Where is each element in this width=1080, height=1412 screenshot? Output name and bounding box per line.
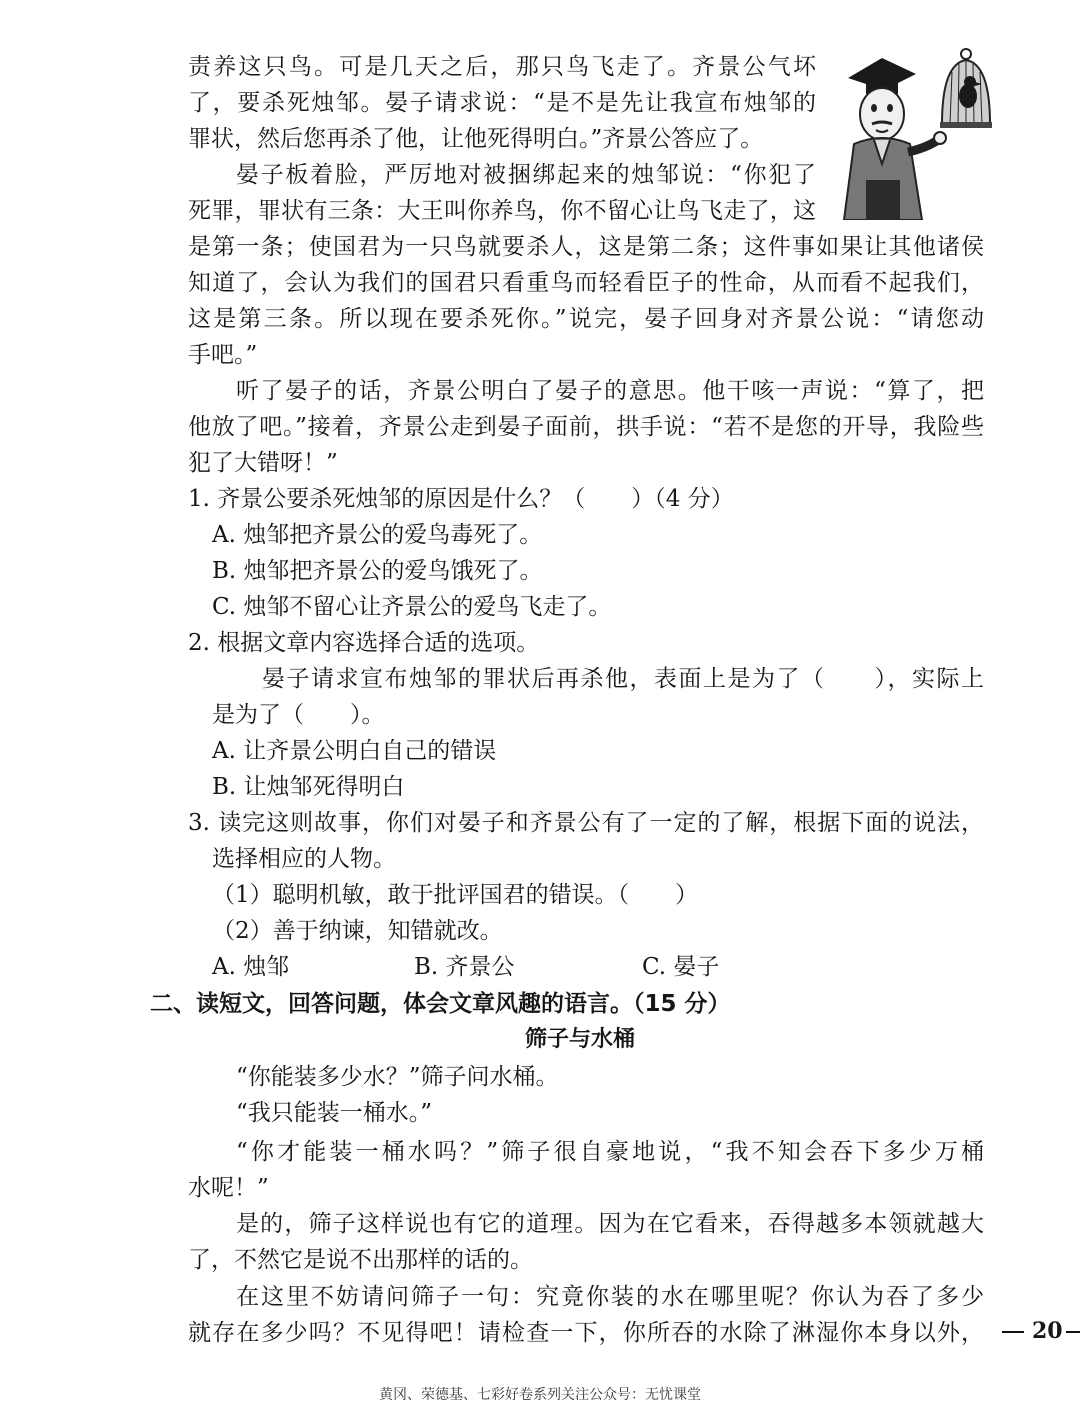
question-body-line: 晏子请求宣布烛邹的罪状后再杀他，表面上是为了（ ），实际上: [262, 666, 984, 692]
passage-line: 死罪，罪状有三条：大王叫你养鸟，你不留心让鸟飞走了，这: [188, 198, 816, 224]
passage-line: 这是第三条。所以现在要杀死你。”说完，晏子回身对齐景公说：“请您动: [188, 306, 984, 332]
passage-line: 手吧。”: [188, 342, 258, 368]
passage-line: 听了晏子的话，齐景公明白了晏子的意思。他干咳一声说：“算了，把: [236, 378, 984, 404]
question-stem: 选择相应的人物。: [212, 846, 396, 872]
passage-line: “你能装多少水？”筛子问水桶。: [236, 1064, 559, 1090]
question-stem: 2. 根据文章内容选择合适的选项。: [188, 630, 540, 656]
passage-line: 了，不然它是说不出那样的话的。: [188, 1247, 533, 1273]
option-a: A. 烛邹把齐景公的爱鸟毒死了。: [212, 522, 543, 548]
page-number: [1000, 1314, 1080, 1348]
question-body-line: 是为了（ ）。: [212, 702, 385, 728]
passage-line: 就存在多少吗？不见得吧！请检查一下，你所吞的水除了淋湿你本身以外，: [188, 1320, 984, 1346]
passage-line: 晏子板着脸，严厉地对被捆绑起来的烛邹说：“你犯了: [236, 162, 816, 188]
option-b: B. 烛邹把齐景公的爱鸟饿死了。: [212, 558, 543, 584]
question-stem: 1. 齐景公要杀死烛邹的原因是什么？（ ）（4 分）: [188, 486, 734, 512]
option-b: B. 让烛邹死得明白: [212, 774, 405, 800]
passage-line: “我只能装一桶水。”: [236, 1100, 433, 1126]
passage-line: 水呢！”: [188, 1175, 269, 1201]
scholar-with-birdcage-illustration: [830, 44, 1010, 220]
passage-line: 是的，筛子这样说也有它的道理。因为在它看来，吞得越多本领就越大: [236, 1211, 984, 1237]
passage-line: 责养这只鸟。可是几天之后，那只鸟飞走了。齐景公气坏: [188, 54, 816, 80]
option-c: C. 烛邹不留心让齐景公的爱鸟飞走了。: [212, 594, 612, 620]
page-number-text: 20: [1032, 1318, 1063, 1344]
passage-line: 是第一条；使国君为一只鸟就要杀人，这是第二条；这件事如果让其他诸侯: [188, 234, 984, 260]
passage-line: 他放了吧。”接着，齐景公走到晏子面前，拱手说：“若不是您的开导，我险些: [188, 414, 984, 440]
passage-line: 知道了，会认为我们的国君只看重鸟而轻看臣子的性命，从而看不起我们，: [188, 270, 984, 296]
footer-note: 黄冈、荣德基、七彩好卷系列关注公众号：无忧课堂: [379, 1387, 701, 1403]
sub-question-1: （1）聪明机敏，敢于批评国君的错误。（ ）: [212, 882, 699, 908]
sub-question-2: （2）善于纳谏，知错就改。: [212, 918, 503, 944]
question-stem: 3. 读完这则故事，你们对晏子和齐景公有了一定的了解，根据下面的说法，: [188, 810, 984, 836]
option-a: A. 让齐景公明白自己的错误: [212, 738, 497, 764]
passage-line: 犯了大错呀！”: [188, 450, 338, 476]
option-c: C. 晏子: [642, 954, 720, 980]
passage-line: 罪状，然后您再杀了他，让他死得明白。”齐景公答应了。: [188, 126, 764, 152]
passage-line: 在这里不妨请问筛子一句：究竟你装的水在哪里呢？你认为吞了多少: [236, 1284, 984, 1310]
passage-line: “你才能装一桶水吗？”筛子很自豪地说，“我不知会吞下多少万桶: [236, 1139, 984, 1165]
option-a: A. 烛邹: [212, 954, 290, 980]
passage-line: 了，要杀死烛邹。晏子请求说：“是不是先让我宣布烛邹的: [188, 90, 816, 116]
section-heading: 二、读短文，回答问题，体会文章风趣的语言。（15 分）: [150, 991, 731, 1017]
option-b: B. 齐景公: [414, 954, 515, 980]
passage-title: 筛子与水桶: [525, 1027, 636, 1052]
